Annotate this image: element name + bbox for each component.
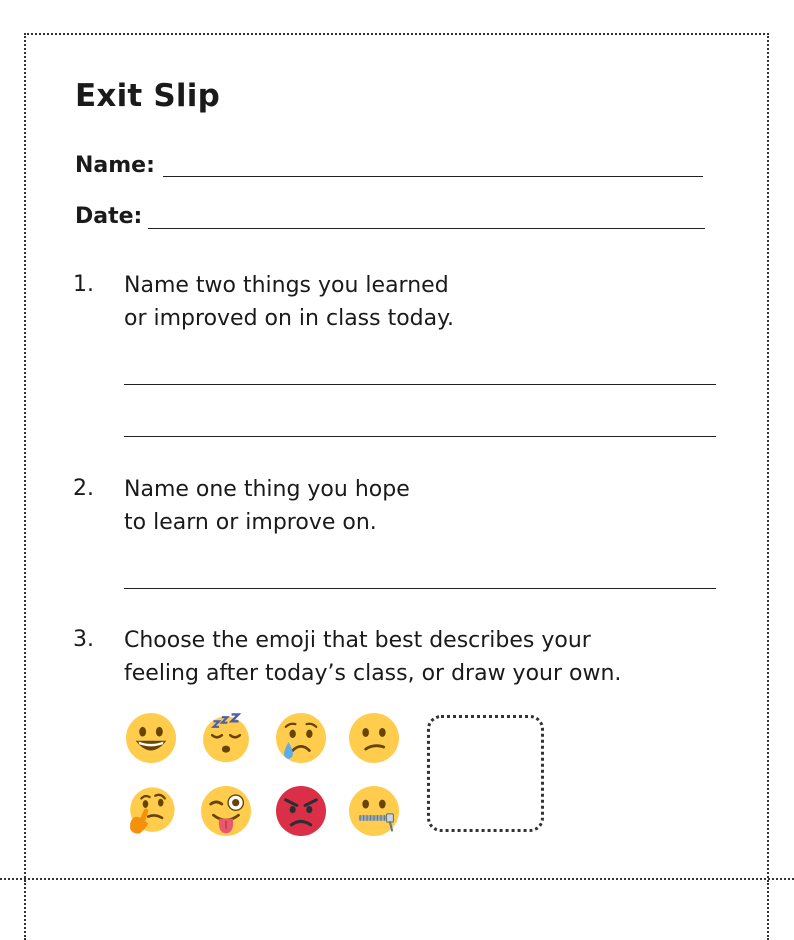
question-1-line-2: or improved on in class today. xyxy=(124,306,454,331)
angry-face-icon[interactable] xyxy=(276,786,326,836)
page-title: Exit Slip xyxy=(75,78,220,114)
name-label: Name: xyxy=(75,153,155,178)
question-2-text xyxy=(124,473,410,539)
sleeping-face-icon[interactable] xyxy=(201,713,251,763)
draw-your-own-box[interactable] xyxy=(427,715,544,832)
question-3-number: 3. xyxy=(73,627,94,652)
answer-2-line[interactable] xyxy=(124,588,716,589)
winking-tongue-face-icon[interactable] xyxy=(201,786,251,836)
next-slip-edge xyxy=(24,880,769,940)
answer-1b-line[interactable] xyxy=(124,436,716,437)
date-label: Date: xyxy=(75,204,143,229)
question-2-line-1: Name one thing you hope xyxy=(124,477,410,502)
question-1-line-1: Name two things you learned xyxy=(124,273,449,298)
question-3-text xyxy=(124,624,621,690)
date-field-line[interactable] xyxy=(148,228,705,229)
question-1-text xyxy=(124,269,454,335)
answer-1a-line[interactable] xyxy=(124,384,716,385)
crying-face-icon[interactable] xyxy=(276,713,326,763)
question-3-line-1: Choose the emoji that best describes your xyxy=(124,628,591,653)
thinking-face-icon[interactable] xyxy=(126,786,176,836)
question-3-line-2: feeling after today’s class, or draw your own. xyxy=(124,661,622,686)
confused-face-icon[interactable] xyxy=(349,713,399,763)
name-field-line[interactable] xyxy=(163,176,703,177)
question-2-line-2: to learn or improve on. xyxy=(124,510,377,535)
grinning-face-icon[interactable] xyxy=(126,713,176,763)
zipper-mouth-face-icon[interactable] xyxy=(349,786,399,836)
question-1-number: 1. xyxy=(73,272,94,297)
question-2-number: 2. xyxy=(73,476,94,501)
